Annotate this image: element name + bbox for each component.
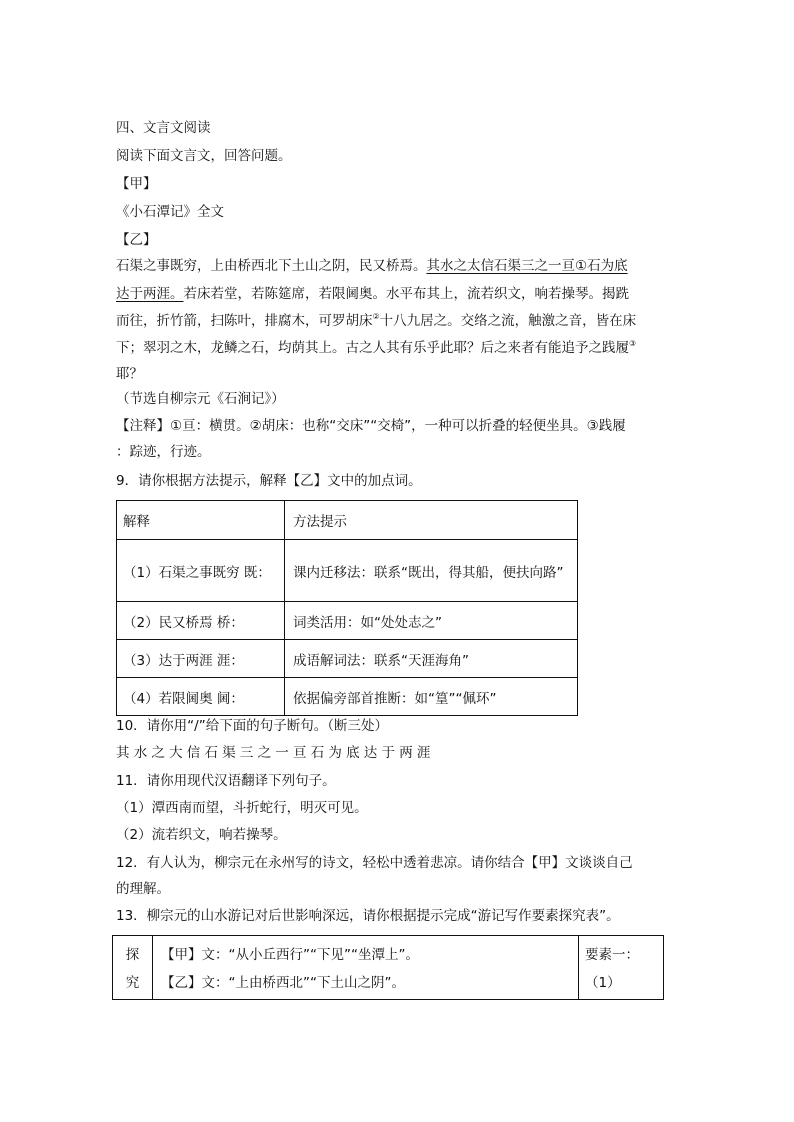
annotation-line-1: 【注释】①亘：横贯。②胡床：也称“交床”“交椅”，一种可以折叠的轻便坐具。③践履 xyxy=(116,418,626,434)
passage-underlined-2: 达于两涯。 xyxy=(116,286,184,302)
quote-yi: 【乙】文：“上由桥西北”“下土山之阴”。 xyxy=(161,975,405,991)
table-cell-hint: 依据偏旁部首推断：如“篁”“佩环” xyxy=(293,690,497,707)
footnote-marker-2: ② xyxy=(372,312,380,321)
passage-line-4-a: 下；翠羽之木，龙鳞之石，均荫其上。古之人其有乐乎此耶？后之来者有能追予之践履 xyxy=(116,340,629,356)
table-cell-word: （1）石渠之事既穷 既： xyxy=(117,540,285,601)
table-header-row xyxy=(116,500,578,540)
passage-line-2-b: 若床若堂，若陈筵席，若限阃奥。水平布其上，流若织文，响若操琴。揭跣 xyxy=(183,286,629,302)
passage-line-4 xyxy=(116,338,636,358)
table-row xyxy=(116,677,578,716)
question-10: 10．请你用“/”给下面的句子断句。（断三处） xyxy=(116,718,388,734)
table-row xyxy=(116,639,578,678)
table-row xyxy=(116,539,578,602)
explore-char-2: 究 xyxy=(125,975,140,991)
table-cell-hint: 成语解词法：联系“天涯海角” xyxy=(293,652,469,669)
passage-source: （节选自柳宗元《石涧记》） xyxy=(116,391,285,407)
passage-line-3-b: 十八九居之。交络之流，触激之音，皆在床 xyxy=(379,313,637,329)
q10-sentence: 其水之大信石渠三之一亘石为底达于两涯 xyxy=(116,745,435,761)
jia-label: 【甲】 xyxy=(116,176,157,192)
q13-table xyxy=(112,935,664,1000)
table-cell-word: （4）若限阃奥 阃： xyxy=(117,678,285,715)
table-col-element xyxy=(579,936,663,999)
table-header-method: 方法提示 xyxy=(293,514,347,530)
q11-sentence-1: （1）潭西南而望，斗折蛇行，明灭可见。 xyxy=(116,800,368,816)
question-11: 11．请你用现代汉语翻译下列句子。 xyxy=(116,773,336,789)
passage-line-1 xyxy=(116,256,628,276)
element-answer-1: （1） xyxy=(585,975,621,991)
jia-text: 《小石潭记》全文 xyxy=(116,204,224,220)
annotation-line-2: ：踪迹，行迹。 xyxy=(116,444,211,460)
table-cell-word: （2）民又桥焉 桥： xyxy=(117,602,285,639)
explore-char-1: 探 xyxy=(125,947,140,963)
passage-underlined-1: 其水之太信石渠三之一亘①石为底 xyxy=(426,258,628,274)
question-12-line-2: 的理解。 xyxy=(116,881,170,897)
q11-sentence-2: （2）流若织文，响若操琴。 xyxy=(116,827,287,843)
passage-line-1-a: 石渠之事既穷，上由桥西北下土山之阴，民又桥焉。 xyxy=(116,258,427,274)
question-9: 9．请你根据方法提示，解释【乙】文中的加点词。 xyxy=(116,473,422,489)
table-header-explain: 解释 xyxy=(117,501,285,539)
passage-line-5: 耶？ xyxy=(116,366,143,382)
section-instruction: 阅读下面文言文，回答问题。 xyxy=(116,148,292,164)
q9-table xyxy=(116,500,578,716)
table-cell-word: （3）达于两涯 涯： xyxy=(117,640,285,677)
yi-label: 【乙】 xyxy=(116,232,157,248)
table-cell-hint: 课内迁移法：联系“既出，得其船，便扶向路” xyxy=(293,564,564,581)
question-12-line-1: 12．有人认为，柳宗元在永州写的诗文，轻松中透着悲凉。请你结合【甲】文谈谈自己 xyxy=(116,855,633,871)
table-cell-hint: 词类活用：如“处处志之” xyxy=(293,614,442,631)
passage-line-3 xyxy=(116,311,636,331)
footnote-marker-3: ③ xyxy=(629,339,637,348)
element-label: 要素一： xyxy=(585,947,639,963)
section-heading: 四、文言文阅读 xyxy=(116,120,211,136)
passage-line-2 xyxy=(116,284,629,304)
quote-jia: 【甲】文：“从小丘西行”“下见”“坐潭上”。 xyxy=(161,947,419,963)
table-row xyxy=(116,601,578,640)
table-col-quotes xyxy=(153,936,579,999)
passage-line-3-a: 而往，折竹箭，扫陈叶，排腐木，可罗胡床 xyxy=(116,313,373,329)
question-13: 13．柳宗元的山水游记对后世影响深远，请你根据提示完成“游记写作要素探究表”。 xyxy=(116,908,620,924)
table-col-explore xyxy=(113,936,153,999)
